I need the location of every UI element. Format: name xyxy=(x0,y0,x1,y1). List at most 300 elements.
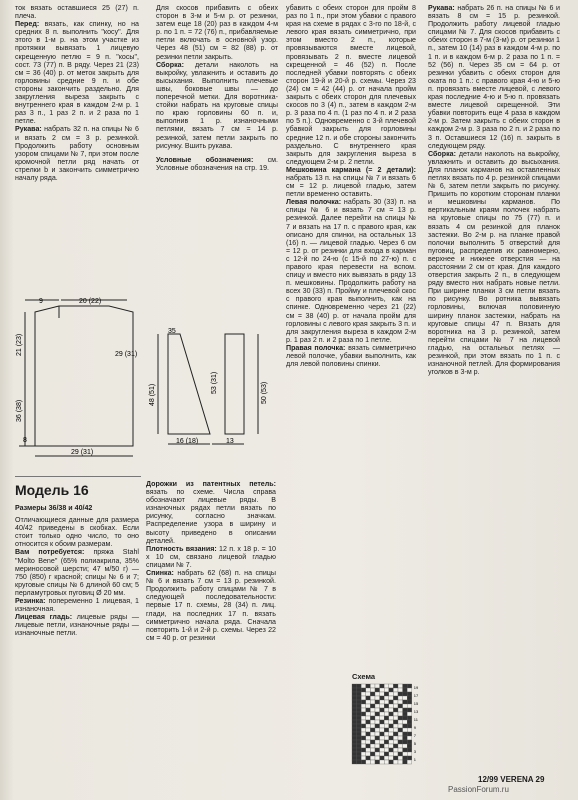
chart-cell xyxy=(361,728,366,732)
chart-cell xyxy=(398,760,403,764)
chart-cell xyxy=(370,756,375,760)
chart-cell xyxy=(384,696,389,700)
dim-b-right: 50 (53) xyxy=(261,381,268,404)
chart-cell xyxy=(384,752,389,756)
chart-cell xyxy=(407,692,412,696)
density-text: 12 п. х 18 р. = 10 х 10 см, связано лицевой гладью спицами № 7. xyxy=(146,544,276,569)
chart-cell xyxy=(361,732,366,736)
chart-cell xyxy=(366,708,371,712)
chart-cell xyxy=(370,724,375,728)
chart-cell xyxy=(357,752,362,756)
chart-cell xyxy=(384,724,389,728)
chart-cell xyxy=(366,696,371,700)
chart-cell xyxy=(352,688,357,692)
chart-cell xyxy=(389,700,394,704)
chart-cell xyxy=(384,712,389,716)
left-front-text: набрать 30 (33) п. на спицы № 6 и вязать 7 см = 13 р. резинкой. Далее перейти на спицы № 7 и вязать на 17 п. с правого края, как описано для спинки, на остальных 13 (16) п. — лицевой гладью. Через 6 см = 12 р. от резинки для входа в карман с 12-й по 24-ю (с 15-й по 27-ю) п. с правого края перевести на вспом. спицу и вместо них вывязать в ряду 13 п. мешковины. Продолжить работу на всех 30 (33) п. Пройму и плечевой скос с правого края выполнить, как на спинке. Одновременно через 21 (22) см = 38 (40) р. от начала пройм для горловины с левого края закрыть 3 п. и для закругления выреза в каждом 2-м р. 1 раз 2 п. и 2 раза по 1 петле. xyxy=(286,198,416,344)
chart-cell xyxy=(375,728,380,732)
chart-cell xyxy=(375,744,380,748)
chart-cell xyxy=(370,704,375,708)
assembly2-text: детали наколоть на выкройку, увлажнить и оставить до высыхания. Для планок карманов на оставленных петлях вязать по 4 р. резинкой спицами № 6, затем петли закрыть по рисунку. Пришить по коротким сторонам планки и мешковины карманов. По вертикальным краям полочек набрать на круговые спицы по 75 (77) п. и вязать 4 см резинкой для планок застежки. Во 2-м р. на планке правой полочки выполнить 5 отверстий для пуговиц, распределив их равномерно, верхнее и нижнее отверстия — на расстоянии 2 см от края. Для каждого отверстия закрыть 2 п., в следующем ряду вместо них набрать новые петли. При ширине планки 3 см петли вязать по рисунку. Во ротника вывязать горловины, включая половинную ширину планок застежки, набрать на круговые спицы 47 п. Вязать для воротника на 3 р. резинкой, затем перейти спицами № 7 на лицевой гладью, на остальных петлях — резинкой, при этом вязать по 1 п. с изнаночной петлей. Для формирования уголков в 3-м р. xyxy=(428,149,560,377)
chart-cell xyxy=(403,716,408,720)
chart-cell xyxy=(370,684,375,688)
chart-cell xyxy=(357,716,362,720)
chart-cell xyxy=(407,756,412,760)
chart-cell xyxy=(366,684,371,688)
watermark: PassionForum.ru xyxy=(448,785,509,794)
chart-cell xyxy=(407,732,412,736)
stockinette-text: лицевые ряды — лицевые петли, изнаночные ряды — изнаночные петли. xyxy=(15,613,139,638)
chart-cell xyxy=(370,748,375,752)
chart-cell xyxy=(361,760,366,764)
chart-cell xyxy=(366,736,371,740)
column-4 xyxy=(428,4,560,769)
chart-cell xyxy=(366,724,371,728)
chart-cell xyxy=(352,736,357,740)
chart-cell xyxy=(393,744,398,748)
legend-label: Условные обозначения: xyxy=(156,155,254,164)
chart-cell xyxy=(366,712,371,716)
paths-text: вязать по схеме. Числа справа обозначают лицевые ряды. В изнаночных рядах петли вязать по рисунку, согласно значкам. Распределение узора в ширину и высоту приведено в описании деталей. xyxy=(146,488,276,545)
model-sizes: Размеры 36/38 и 40/42 xyxy=(15,504,93,512)
dim-a-rib: 8 xyxy=(23,437,27,444)
chart-cell xyxy=(393,740,398,744)
chart-cell xyxy=(375,688,380,692)
chart-cell xyxy=(389,756,394,760)
dim-b-pocket: 13 xyxy=(226,438,234,445)
chart-cell xyxy=(352,728,357,732)
chart-cell xyxy=(403,696,408,700)
chart-cell xyxy=(389,704,394,708)
chart-cell xyxy=(398,684,403,688)
chart-cell xyxy=(384,760,389,764)
sleeve2-label: Рукава: xyxy=(428,4,455,12)
chart-cell xyxy=(393,716,398,720)
chart-row-number: 13 xyxy=(413,709,419,714)
chart-cell xyxy=(380,716,385,720)
chart-cell xyxy=(361,736,366,740)
chart-cell xyxy=(361,748,366,752)
chart-cell xyxy=(366,752,371,756)
chart-cell xyxy=(370,736,375,740)
chart-cell xyxy=(380,760,385,764)
section-divider xyxy=(15,476,141,477)
chart-cell xyxy=(384,748,389,752)
chart-cell xyxy=(361,744,366,748)
chart-cell xyxy=(403,728,408,732)
column-2-bottom xyxy=(146,480,276,772)
chart-cell xyxy=(366,700,371,704)
chart-cell xyxy=(403,740,408,744)
chart-cell xyxy=(352,704,357,708)
chart-cell xyxy=(398,740,403,744)
rib-text: попеременно 1 лицевая, 1 изнаночная. xyxy=(15,597,139,614)
chart-cell xyxy=(357,744,362,748)
chart-cell xyxy=(380,748,385,752)
col1-intro: ток вязать оставшиеся 25 (27) п. плеча. xyxy=(15,4,139,21)
sleeve2-text: набрать 26 п. на спицы № 6 и вязать 8 см = 15 р. резинкой. Продолжить работу лицевой гладью спицами № 7. Для скосов прибавить с обеих сторон в 7-м (3-м) р. от резинки 1 п., затем 10 (14) раз в каждом 4-м р. по 1 п. и в каждом 6-м р. 2 раза по 1 п. = 52 (56) п. Через 35 см = 64 р. от резинки убавить с обеих сторон для оката по 1 п.: с правого края 4-ю и 5-ю п. провязать вместе лицевой, с левого края последние 4-ю и 5-ю п. провязать вместе лицевой скрещенной. Эти убавки повторить еще 4 раза в каждом 2-м р. Затем закрыть с обеих сторон в каждом 2-м р. 3 раза по 2 п. и 2 раза по 3 п. Оставшиеся 12 (16) п. закрыть в следующем ряду. xyxy=(428,4,560,150)
page-number: 29 xyxy=(535,775,545,784)
column-1 xyxy=(15,4,139,182)
rib-label: Резинка: xyxy=(15,597,46,606)
chart-cell xyxy=(352,720,357,724)
chart-cell xyxy=(361,720,366,724)
chart-cell xyxy=(375,732,380,736)
chart-cell xyxy=(393,704,398,708)
chart-cell xyxy=(384,704,389,708)
chart-cell xyxy=(380,752,385,756)
chart-cell xyxy=(375,716,380,720)
chart-cell xyxy=(352,716,357,720)
front-label: Перед: xyxy=(15,20,40,29)
chart-cell xyxy=(375,736,380,740)
chart-cell xyxy=(366,732,371,736)
sleeve-text: набрать 32 п. на спицы № 6 и вязать 2 см = 3 р. резинкой. Продолжить работу основным узором спицами № 7, при этом после кромочной петли ряд начать от стрелки b и закончить симметрично началу ряда. xyxy=(15,125,139,182)
chart-cell xyxy=(389,736,394,740)
chart-cell xyxy=(398,708,403,712)
chart-cell xyxy=(380,728,385,732)
chart-cell xyxy=(380,724,385,728)
chart-cell xyxy=(393,708,398,712)
dim-b-left: 48 (51) xyxy=(149,383,156,406)
chart-cell xyxy=(398,700,403,704)
chart-cell xyxy=(407,724,412,728)
chart-cell xyxy=(361,756,366,760)
chart-cell xyxy=(357,732,362,736)
chart-cell xyxy=(403,700,408,704)
chart-cell xyxy=(393,712,398,716)
chart-cell xyxy=(370,732,375,736)
col3-text1: убавить с обеих сторон для пройм 8 раз по 1 п., при этом убавки с правого края на схеме в рядах с 3-го по 18-й, с левого края вязать симметрично, при этом вместо 2 п., которые провязываются вместе лицевой, провязывать 2 п. вместе лицевой скрещенной = 46 (52) п. После последней убавки повторять с обеих сторон 19-й и 20-й р. схемы. Через 23 (24) см = 42 (44) р. от начала пройм закрыть с обеих сторон для плечевых скосов по 3 (4) п., затем в каждом 2-м р. 3 раза по 4 п. (1 раз по 4 п. и 2 раза по 5 п.). Одновременно с 3-й плечевой убавкой закрыть для горловины средние 12 п. и обе стороны закончить раздельно. С внутреннего края закрыть для закругления выреза в следующем 2-м р. 2 петли. xyxy=(286,4,416,166)
chart-cell xyxy=(357,696,362,700)
chart-cell xyxy=(357,708,362,712)
chart-cell xyxy=(375,720,380,724)
chart-cell xyxy=(375,696,380,700)
chart-cell xyxy=(380,704,385,708)
chart-cell xyxy=(361,716,366,720)
chart-cell xyxy=(375,760,380,764)
schema-title: Схема xyxy=(352,672,376,681)
back-text: набрать 62 (68) п. на спицы № 6 и вязать 7 см = 13 р. резинкой. Продолжить работу спицами № 7 в следующей последовательности: первые 17 п. схемы, 28 (34) п. лиц. глади, на последних 17 п. вязать симметрично начала ряда. Сначала повторить 1-й и 2-й р. схемы. Через 22 см = 40 р. от резинки xyxy=(146,569,276,642)
chart-cell xyxy=(389,752,394,756)
dim-b-top: 35 xyxy=(168,328,176,335)
chart-cell xyxy=(380,696,385,700)
chart-cell xyxy=(389,732,394,736)
assembly2-label: Сборка: xyxy=(428,149,456,158)
chart-cell xyxy=(393,752,398,756)
chart-cell xyxy=(370,740,375,744)
chart-cell xyxy=(403,748,408,752)
chart-cell xyxy=(357,724,362,728)
chart-cell xyxy=(375,704,380,708)
chart-cell xyxy=(403,704,408,708)
pocket-label: Мешковина кармана (= 2 детали): xyxy=(286,165,416,174)
chart-cell xyxy=(370,752,375,756)
chart-cell xyxy=(352,708,357,712)
materials-text: пряжа Stahl "Molto Bene" (65% полиакрила, 35% мериносовой шерсти; 47 м/50 г) — 750 (850) г красной; спицы № 6 и 7; круговые спицы № 6 длиной 60 см; 5 перламутровых пуговиц Ø 20 мм. xyxy=(15,548,139,597)
col2-text1: Для скосов прибавить с обеих сторон в 3-м и 5-м р. от резинки, затем еще 18 (20) раз в каждом 4-м р. по 1 п. = 72 (76) п., прибавляемые петли включать в основной узор. Через 48 (51) см = 82 (88) р. от резинки петли закрыть. xyxy=(156,4,278,61)
chart-cell xyxy=(384,688,389,692)
chart-cell xyxy=(380,684,385,688)
chart-cell xyxy=(384,744,389,748)
chart-cell xyxy=(352,748,357,752)
chart-cell xyxy=(393,760,398,764)
chart-row-number: 1 xyxy=(413,757,417,762)
chart-cell xyxy=(384,716,389,720)
chart-cell xyxy=(357,692,362,696)
chart-cell xyxy=(380,708,385,712)
chart-cell xyxy=(398,692,403,696)
model-title: Модель 16 xyxy=(15,482,89,498)
chart-cell xyxy=(361,740,366,744)
materials-label: Вам потребуется: xyxy=(15,548,85,557)
chart-cell xyxy=(398,736,403,740)
chart-cell xyxy=(389,740,394,744)
chart-cell xyxy=(384,756,389,760)
chart-cell xyxy=(407,696,412,700)
dim-a-shoulder: 20 (22) xyxy=(79,298,102,305)
chart-cell xyxy=(398,748,403,752)
chart-cell xyxy=(403,744,408,748)
left-front-label: Левая полочка: xyxy=(286,198,342,207)
knitting-chart xyxy=(352,684,432,768)
chart-cell xyxy=(384,720,389,724)
chart-cell xyxy=(389,724,394,728)
paths-label: Дорожки из патентных петель: xyxy=(146,480,276,488)
chart-cell xyxy=(407,684,412,688)
chart-cell xyxy=(393,732,398,736)
chart-cell xyxy=(370,692,375,696)
chart-cell xyxy=(361,692,366,696)
chart-cell xyxy=(398,696,403,700)
chart-cell xyxy=(407,760,412,764)
chart-cell xyxy=(407,720,412,724)
chart-cell xyxy=(389,712,394,716)
chart-cell xyxy=(361,696,366,700)
chart-cell xyxy=(361,708,366,712)
chart-cell xyxy=(361,712,366,716)
chart-cell xyxy=(389,720,394,724)
chart-cell xyxy=(352,732,357,736)
chart-cell xyxy=(380,720,385,724)
chart-cell xyxy=(380,700,385,704)
chart-cell xyxy=(366,720,371,724)
chart-cell xyxy=(384,708,389,712)
chart-cell xyxy=(384,736,389,740)
dim-a-neck: 9 xyxy=(39,298,43,305)
chart-cell xyxy=(398,744,403,748)
chart-cell xyxy=(357,748,362,752)
chart-cell xyxy=(375,756,380,760)
chart-cell xyxy=(361,724,366,728)
assembly-text: детали наколоть на выкройку, увлажнить и оставить до высыхания. Выполнить плечевые швы, боковые швы — до поперечной метки. Для воротника-стойки набрать на круговые спицы по краю горловины 60 п. и, выполнив 1 р. изнаночными петлями, вязать 7 см = 14 р. резинкой, затем петли закрыть по рисунку. Вшить рукава. xyxy=(156,60,278,150)
front-text: вязать, как спинку, но на средних 8 п. выполнить "косу". Для этого в 1-м р. на этом участке из протяжки вывязать 1 лицевую скрещенную петлю = 9 п. "косы", сост. 73 (77) п. В ряду. Через 21 (23) см = 36 (40) р. от меток закрыть для горловины средние 9 п. и обе стороны закончить раздельно. Для закругления выреза закрыть с внутреннего края в каждом 2-м р. 1 раз 3 п., 1 раз 2 п. и 2 раза по 1 петле. xyxy=(15,20,139,126)
chart-cell xyxy=(357,700,362,704)
dim-b-mid: 53 (31) xyxy=(211,371,218,394)
chart-cell xyxy=(407,708,412,712)
chart-cell xyxy=(375,752,380,756)
chart-cell xyxy=(366,740,371,744)
chart-cell xyxy=(370,720,375,724)
chart-cell xyxy=(403,692,408,696)
chart-cell xyxy=(403,736,408,740)
chart-cell xyxy=(352,752,357,756)
chart-cell xyxy=(380,740,385,744)
model-info xyxy=(15,504,139,774)
chart-cell xyxy=(398,720,403,724)
chart-cell xyxy=(361,752,366,756)
chart-cell xyxy=(393,728,398,732)
chart-row-number: 11 xyxy=(413,717,418,722)
chart-cell xyxy=(398,716,403,720)
chart-cell xyxy=(366,692,371,696)
chart-cell xyxy=(380,712,385,716)
chart-cell xyxy=(389,708,394,712)
chart-cell xyxy=(366,728,371,732)
chart-cell xyxy=(357,704,362,708)
chart-cell xyxy=(384,740,389,744)
chart-cell xyxy=(403,756,408,760)
legend-text: см. Условные обозначения на стр. 19. xyxy=(156,155,278,172)
chart-cell xyxy=(366,704,371,708)
chart-cell xyxy=(389,760,394,764)
chart-cell xyxy=(375,748,380,752)
right-front-label: Правая полочка: xyxy=(286,343,346,352)
chart-cell xyxy=(403,684,408,688)
chart-cell xyxy=(375,712,380,716)
chart-cell xyxy=(407,704,412,708)
chart-cell xyxy=(361,684,366,688)
chart-cell xyxy=(375,684,380,688)
chart-cell xyxy=(366,716,371,720)
chart-cell xyxy=(370,760,375,764)
chart-cell xyxy=(370,728,375,732)
chart-cell xyxy=(380,736,385,740)
assembly-label: Сборка: xyxy=(156,60,184,69)
chart-cell xyxy=(370,700,375,704)
chart-cell xyxy=(357,756,362,760)
chart-cell xyxy=(393,736,398,740)
back-label: Спинка: xyxy=(146,569,174,578)
chart-cell xyxy=(403,760,408,764)
chart-cell xyxy=(357,712,362,716)
chart-cell xyxy=(366,760,371,764)
chart-cell xyxy=(380,688,385,692)
chart-cell xyxy=(407,736,412,740)
chart-cell xyxy=(357,720,362,724)
chart-cell xyxy=(389,696,394,700)
chart-cell xyxy=(384,700,389,704)
chart-cell xyxy=(375,724,380,728)
chart-cell xyxy=(403,712,408,716)
dim-b-bottom: 16 (18) xyxy=(176,438,199,445)
chart-cell xyxy=(403,752,408,756)
chart-cell xyxy=(403,708,408,712)
chart-cell xyxy=(407,716,412,720)
chart-cell xyxy=(384,684,389,688)
chart-cell xyxy=(403,732,408,736)
chart-cell xyxy=(352,760,357,764)
chart-cell xyxy=(352,712,357,716)
stockinette-label: Лицевая гладь: xyxy=(15,613,73,622)
issue-label: 12/99 VERENA xyxy=(478,775,534,784)
chart-cell xyxy=(393,684,398,688)
chart-cell xyxy=(370,712,375,716)
chart-row-number: 3 xyxy=(413,749,417,754)
chart-cell xyxy=(384,732,389,736)
chart-cell xyxy=(398,712,403,716)
chart-cell xyxy=(393,720,398,724)
chart-cell xyxy=(370,744,375,748)
column-3 xyxy=(286,4,416,474)
chart-cell xyxy=(370,716,375,720)
chart-cell xyxy=(375,740,380,744)
chart-cell xyxy=(403,720,408,724)
chart-cell xyxy=(375,692,380,696)
chart-cell xyxy=(393,724,398,728)
dim-a-armhole: 21 (23) xyxy=(16,333,23,356)
column-2 xyxy=(156,4,278,172)
chart-cell xyxy=(407,748,412,752)
density-label: Плотность вязания: xyxy=(146,544,217,553)
chart-cell xyxy=(352,740,357,744)
chart-cell xyxy=(398,688,403,692)
chart-cell xyxy=(389,716,394,720)
chart-cell xyxy=(380,692,385,696)
chart-row-number: 5 xyxy=(413,741,417,746)
chart-cell xyxy=(398,724,403,728)
chart-cell xyxy=(398,732,403,736)
chart-cell xyxy=(370,708,375,712)
sleeve-label: Рукава: xyxy=(15,125,42,134)
chart-cell xyxy=(407,752,412,756)
chart-cell xyxy=(407,740,412,744)
chart-cell xyxy=(370,688,375,692)
chart-cell xyxy=(393,748,398,752)
chart-cell xyxy=(352,696,357,700)
chart-cell xyxy=(389,684,394,688)
chart-cell xyxy=(393,696,398,700)
chart-cell xyxy=(366,756,371,760)
chart-cell xyxy=(357,736,362,740)
dim-a-height: 29 (31) xyxy=(115,351,138,358)
chart-cell xyxy=(366,688,371,692)
chart-cell xyxy=(393,700,398,704)
chart-cell xyxy=(366,744,371,748)
chart-cell xyxy=(389,728,394,732)
chart-cell xyxy=(357,740,362,744)
chart-cell xyxy=(375,700,380,704)
chart-cell xyxy=(403,724,408,728)
chart-cell xyxy=(384,692,389,696)
model-sizes-note: Отличающиеся данные для размера 40/42 приведены в скобках. Если стоит только одно число, то оно относится к обоим размерам. xyxy=(15,516,139,549)
pocket-text: набрать 13 п. на спицы № 7 и вязать 6 см = 12 р. лицевой гладью, затем петли временно оставить. xyxy=(286,173,416,199)
chart-cell xyxy=(352,744,357,748)
chart-cell xyxy=(407,744,412,748)
chart-cell xyxy=(357,728,362,732)
chart-cell xyxy=(398,752,403,756)
chart-cell xyxy=(357,760,362,764)
chart-cell xyxy=(384,728,389,732)
chart-cell xyxy=(361,688,366,692)
dim-a-width: 29 (31) xyxy=(71,449,94,456)
chart-row-number: 15 xyxy=(413,701,419,706)
chart-cell xyxy=(375,708,380,712)
chart-row-number: 17 xyxy=(413,693,419,698)
chart-cell xyxy=(398,756,403,760)
page-footer xyxy=(478,775,544,784)
chart-cell xyxy=(380,756,385,760)
